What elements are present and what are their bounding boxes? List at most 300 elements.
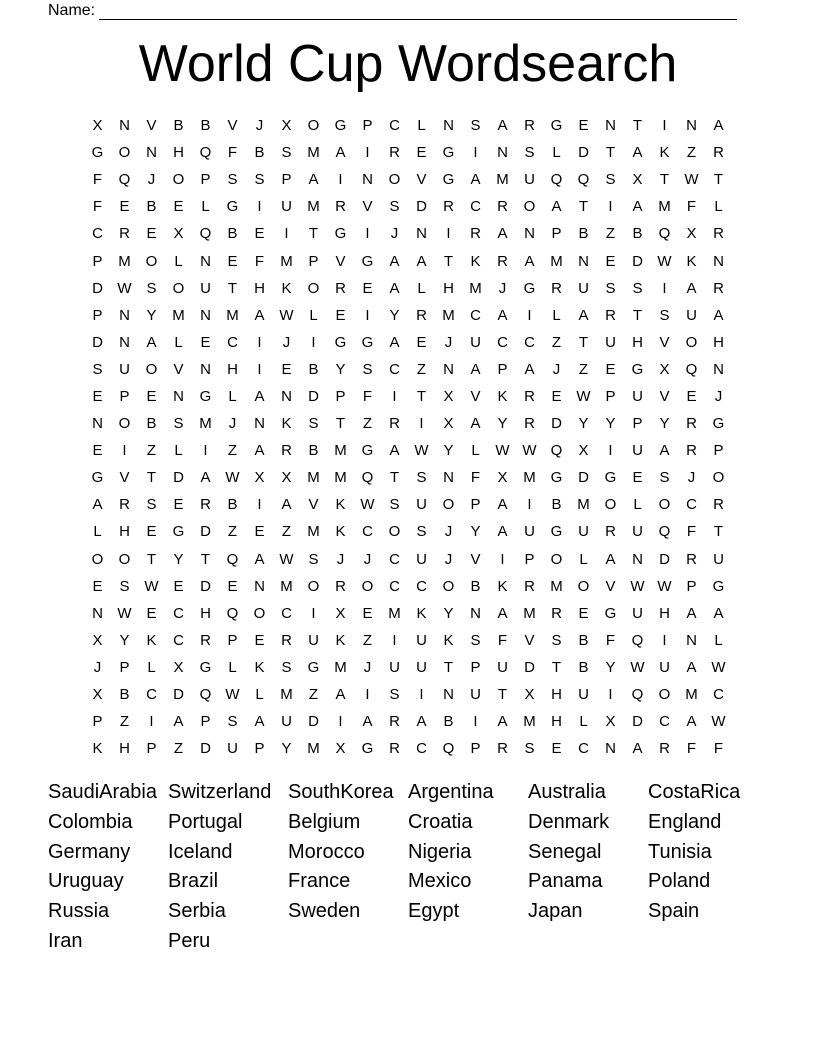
grid-letter[interactable]: G bbox=[604, 604, 617, 622]
grid-letter[interactable]: O bbox=[577, 577, 590, 595]
grid-letter[interactable]: C bbox=[416, 740, 427, 758]
name-blank-field[interactable] bbox=[99, 3, 737, 20]
grid-letter[interactable]: W bbox=[360, 496, 375, 514]
grid-letter[interactable]: G bbox=[550, 117, 563, 135]
grid-letter[interactable]: G bbox=[361, 252, 374, 270]
grid-letter[interactable]: S bbox=[173, 415, 184, 433]
grid-letter[interactable]: S bbox=[470, 631, 481, 649]
grid-letter[interactable]: L bbox=[174, 442, 183, 460]
grid-letter[interactable]: L bbox=[255, 686, 264, 704]
grid-letter[interactable]: Q bbox=[577, 171, 590, 189]
grid-letter[interactable]: D bbox=[632, 252, 643, 270]
grid-letter[interactable]: I bbox=[419, 686, 424, 704]
grid-letter[interactable]: S bbox=[308, 415, 319, 433]
grid-letter[interactable]: I bbox=[365, 144, 370, 162]
grid-letter[interactable]: M bbox=[307, 144, 320, 162]
grid-letter[interactable]: P bbox=[119, 658, 130, 676]
grid-letter[interactable]: G bbox=[226, 198, 239, 216]
grid-letter[interactable]: A bbox=[551, 198, 562, 216]
grid-letter[interactable]: J bbox=[147, 171, 156, 189]
grid-letter[interactable]: U bbox=[470, 686, 481, 704]
grid-letter[interactable]: U bbox=[632, 442, 643, 460]
grid-letter[interactable]: Q bbox=[199, 225, 212, 243]
grid-letter[interactable]: L bbox=[417, 117, 426, 135]
grid-letter[interactable]: C bbox=[659, 713, 670, 731]
grid-letter[interactable]: R bbox=[713, 279, 724, 297]
grid-letter[interactable]: C bbox=[173, 604, 184, 622]
grid-letter[interactable]: X bbox=[605, 713, 616, 731]
grid-letter[interactable]: U bbox=[578, 686, 589, 704]
grid-letter[interactable]: W bbox=[279, 306, 294, 324]
grid-letter[interactable]: Q bbox=[631, 631, 644, 649]
grid-letter[interactable]: D bbox=[578, 144, 589, 162]
grid-letter[interactable]: M bbox=[334, 469, 347, 487]
grid-letter[interactable]: A bbox=[524, 252, 535, 270]
grid-letter[interactable]: A bbox=[578, 306, 589, 324]
grid-letter[interactable]: O bbox=[361, 577, 374, 595]
grid-letter[interactable]: Q bbox=[550, 171, 563, 189]
grid-letter[interactable]: M bbox=[226, 306, 239, 324]
grid-letter[interactable]: O bbox=[172, 171, 185, 189]
grid-letter[interactable]: T bbox=[605, 144, 616, 162]
grid-letter[interactable]: Y bbox=[470, 523, 481, 541]
grid-letter[interactable]: L bbox=[417, 279, 426, 297]
grid-letter[interactable]: A bbox=[281, 496, 292, 514]
grid-letter[interactable]: Y bbox=[173, 550, 184, 568]
grid-letter[interactable]: N bbox=[416, 225, 427, 243]
grid-letter[interactable]: E bbox=[578, 117, 589, 135]
grid-letter[interactable]: S bbox=[119, 577, 130, 595]
grid-letter[interactable]: E bbox=[632, 469, 643, 487]
grid-letter[interactable]: I bbox=[311, 604, 316, 622]
grid-letter[interactable]: V bbox=[470, 550, 481, 568]
grid-letter[interactable]: N bbox=[173, 387, 184, 405]
grid-letter[interactable]: E bbox=[551, 387, 562, 405]
grid-letter[interactable]: S bbox=[605, 171, 616, 189]
grid-letter[interactable]: S bbox=[281, 144, 292, 162]
grid-letter[interactable]: J bbox=[363, 658, 372, 676]
grid-letter[interactable]: J bbox=[255, 117, 264, 135]
grid-letter[interactable]: Z bbox=[362, 631, 373, 649]
grid-letter[interactable]: K bbox=[335, 523, 346, 541]
grid-letter[interactable]: A bbox=[173, 713, 184, 731]
grid-letter[interactable]: O bbox=[658, 496, 671, 514]
grid-letter[interactable]: F bbox=[605, 631, 616, 649]
grid-letter[interactable]: D bbox=[200, 740, 211, 758]
grid-letter[interactable]: T bbox=[146, 469, 157, 487]
grid-letter[interactable]: B bbox=[173, 117, 184, 135]
grid-letter[interactable]: P bbox=[146, 740, 157, 758]
grid-letter[interactable]: A bbox=[497, 225, 508, 243]
grid-letter[interactable]: N bbox=[443, 117, 454, 135]
grid-letter[interactable]: L bbox=[552, 306, 561, 324]
grid-letter[interactable]: N bbox=[632, 550, 643, 568]
grid-letter[interactable]: H bbox=[254, 279, 265, 297]
grid-letter[interactable]: N bbox=[443, 686, 454, 704]
grid-letter[interactable]: N bbox=[497, 144, 508, 162]
grid-letter[interactable]: C bbox=[713, 686, 724, 704]
grid-letter[interactable]: A bbox=[389, 333, 400, 351]
grid-letter[interactable]: B bbox=[146, 415, 157, 433]
grid-letter[interactable]: Z bbox=[578, 360, 589, 378]
grid-letter[interactable]: W bbox=[279, 550, 294, 568]
grid-letter[interactable]: M bbox=[577, 496, 590, 514]
grid-letter[interactable]: B bbox=[443, 713, 454, 731]
grid-letter[interactable]: R bbox=[443, 198, 454, 216]
grid-letter[interactable]: C bbox=[524, 333, 535, 351]
grid-letter[interactable]: L bbox=[579, 550, 588, 568]
grid-letter[interactable]: S bbox=[470, 117, 481, 135]
grid-letter[interactable]: B bbox=[119, 686, 130, 704]
grid-letter[interactable]: L bbox=[552, 144, 561, 162]
grid-letter[interactable]: I bbox=[500, 550, 505, 568]
grid-letter[interactable]: R bbox=[335, 279, 346, 297]
grid-letter[interactable]: D bbox=[524, 658, 535, 676]
grid-letter[interactable]: G bbox=[307, 658, 320, 676]
grid-letter[interactable]: T bbox=[659, 171, 670, 189]
grid-letter[interactable]: R bbox=[497, 740, 508, 758]
grid-letter[interactable]: E bbox=[335, 306, 346, 324]
grid-letter[interactable]: V bbox=[227, 117, 238, 135]
grid-letter[interactable]: E bbox=[605, 252, 616, 270]
grid-letter[interactable]: G bbox=[334, 333, 347, 351]
grid-letter[interactable]: A bbox=[200, 469, 211, 487]
grid-letter[interactable]: C bbox=[362, 523, 373, 541]
grid-letter[interactable]: W bbox=[414, 442, 429, 460]
grid-letter[interactable]: U bbox=[281, 198, 292, 216]
grid-letter[interactable]: D bbox=[92, 333, 103, 351]
grid-letter[interactable]: A bbox=[497, 496, 508, 514]
grid-letter[interactable]: V bbox=[308, 496, 319, 514]
grid-letter[interactable]: N bbox=[254, 577, 265, 595]
grid-letter[interactable]: S bbox=[632, 279, 643, 297]
grid-letter[interactable]: S bbox=[92, 360, 103, 378]
grid-letter[interactable]: C bbox=[281, 604, 292, 622]
grid-letter[interactable]: R bbox=[497, 198, 508, 216]
grid-letter[interactable]: A bbox=[254, 713, 265, 731]
grid-letter[interactable]: R bbox=[389, 144, 400, 162]
grid-letter[interactable]: T bbox=[389, 469, 400, 487]
grid-letter[interactable]: A bbox=[362, 713, 373, 731]
grid-letter[interactable]: S bbox=[416, 469, 427, 487]
grid-letter[interactable]: P bbox=[254, 740, 265, 758]
grid-letter[interactable]: I bbox=[338, 171, 343, 189]
grid-letter[interactable]: I bbox=[365, 225, 370, 243]
grid-letter[interactable]: K bbox=[146, 631, 157, 649]
grid-letter[interactable]: O bbox=[712, 469, 725, 487]
grid-letter[interactable]: C bbox=[416, 577, 427, 595]
grid-letter[interactable]: B bbox=[308, 360, 319, 378]
grid-letter[interactable]: R bbox=[119, 225, 130, 243]
grid-letter[interactable]: B bbox=[254, 144, 265, 162]
grid-letter[interactable]: O bbox=[685, 333, 698, 351]
grid-letter[interactable]: W bbox=[495, 442, 510, 460]
grid-letter[interactable]: X bbox=[92, 117, 103, 135]
grid-letter[interactable]: S bbox=[227, 171, 238, 189]
grid-letter[interactable]: K bbox=[686, 252, 697, 270]
grid-letter[interactable]: M bbox=[523, 469, 536, 487]
grid-letter[interactable]: U bbox=[524, 523, 535, 541]
grid-letter[interactable]: H bbox=[551, 686, 562, 704]
grid-letter[interactable]: N bbox=[443, 360, 454, 378]
grid-letter[interactable]: W bbox=[225, 686, 240, 704]
grid-letter[interactable]: M bbox=[469, 279, 482, 297]
grid-letter[interactable]: W bbox=[144, 577, 159, 595]
grid-letter[interactable]: N bbox=[200, 252, 211, 270]
grid-letter[interactable]: R bbox=[281, 631, 292, 649]
grid-letter[interactable]: S bbox=[551, 631, 562, 649]
grid-letter[interactable]: P bbox=[524, 550, 535, 568]
grid-letter[interactable]: J bbox=[444, 523, 453, 541]
grid-letter[interactable]: O bbox=[118, 550, 131, 568]
grid-letter[interactable]: H bbox=[713, 333, 724, 351]
grid-letter[interactable]: I bbox=[662, 117, 667, 135]
grid-letter[interactable]: I bbox=[257, 496, 262, 514]
grid-letter[interactable]: C bbox=[389, 550, 400, 568]
grid-letter[interactable]: N bbox=[605, 740, 616, 758]
grid-letter[interactable]: C bbox=[578, 740, 589, 758]
grid-letter[interactable]: T bbox=[632, 306, 643, 324]
grid-letter[interactable]: L bbox=[93, 523, 102, 541]
grid-letter[interactable]: N bbox=[200, 306, 211, 324]
grid-letter[interactable]: A bbox=[389, 252, 400, 270]
grid-letter[interactable]: O bbox=[118, 144, 131, 162]
grid-letter[interactable]: L bbox=[714, 198, 723, 216]
grid-letter[interactable]: R bbox=[686, 442, 697, 460]
grid-letter[interactable]: Y bbox=[389, 306, 400, 324]
grid-letter[interactable]: N bbox=[92, 415, 103, 433]
grid-letter[interactable]: M bbox=[658, 198, 671, 216]
grid-letter[interactable]: Z bbox=[605, 225, 616, 243]
grid-letter[interactable]: D bbox=[659, 550, 670, 568]
grid-letter[interactable]: Q bbox=[550, 442, 563, 460]
grid-letter[interactable]: A bbox=[470, 415, 481, 433]
grid-letter[interactable]: Q bbox=[685, 360, 698, 378]
grid-letter[interactable]: X bbox=[686, 225, 697, 243]
grid-letter[interactable]: G bbox=[712, 415, 725, 433]
grid-letter[interactable]: S bbox=[146, 496, 157, 514]
grid-letter[interactable]: U bbox=[416, 658, 427, 676]
grid-letter[interactable]: A bbox=[659, 442, 670, 460]
grid-letter[interactable]: X bbox=[281, 117, 292, 135]
grid-letter[interactable]: P bbox=[200, 713, 211, 731]
grid-letter[interactable]: L bbox=[201, 198, 210, 216]
grid-letter[interactable]: S bbox=[281, 658, 292, 676]
grid-letter[interactable]: N bbox=[281, 387, 292, 405]
grid-letter[interactable]: W bbox=[684, 171, 699, 189]
grid-letter[interactable]: N bbox=[686, 631, 697, 649]
grid-letter[interactable]: O bbox=[604, 496, 617, 514]
grid-letter[interactable]: I bbox=[662, 631, 667, 649]
grid-letter[interactable]: R bbox=[524, 577, 535, 595]
grid-letter[interactable]: F bbox=[470, 469, 481, 487]
grid-letter[interactable]: A bbox=[416, 252, 427, 270]
grid-letter[interactable]: V bbox=[146, 117, 157, 135]
grid-letter[interactable]: O bbox=[307, 117, 320, 135]
grid-letter[interactable]: V bbox=[173, 360, 184, 378]
grid-letter[interactable]: R bbox=[200, 631, 211, 649]
grid-letter[interactable]: R bbox=[524, 415, 535, 433]
grid-letter[interactable]: D bbox=[551, 415, 562, 433]
grid-letter[interactable]: X bbox=[92, 631, 103, 649]
grid-letter[interactable]: Y bbox=[605, 415, 616, 433]
grid-letter[interactable]: A bbox=[389, 279, 400, 297]
grid-letter[interactable]: M bbox=[280, 252, 293, 270]
grid-letter[interactable]: I bbox=[311, 333, 316, 351]
grid-letter[interactable]: J bbox=[282, 333, 291, 351]
grid-letter[interactable]: I bbox=[473, 713, 478, 731]
grid-letter[interactable]: X bbox=[497, 469, 508, 487]
grid-letter[interactable]: K bbox=[443, 631, 454, 649]
grid-letter[interactable]: Y bbox=[443, 604, 454, 622]
grid-letter[interactable]: A bbox=[470, 360, 481, 378]
grid-letter[interactable]: V bbox=[659, 387, 670, 405]
grid-letter[interactable]: N bbox=[92, 604, 103, 622]
grid-letter[interactable]: E bbox=[254, 631, 265, 649]
grid-letter[interactable]: U bbox=[416, 496, 427, 514]
grid-letter[interactable]: M bbox=[442, 306, 455, 324]
grid-letter[interactable]: V bbox=[605, 577, 616, 595]
grid-letter[interactable]: S bbox=[524, 144, 535, 162]
grid-letter[interactable]: I bbox=[392, 631, 397, 649]
grid-letter[interactable]: R bbox=[551, 604, 562, 622]
grid-letter[interactable]: P bbox=[92, 306, 103, 324]
grid-letter[interactable]: H bbox=[119, 523, 130, 541]
grid-letter[interactable]: S bbox=[308, 550, 319, 568]
grid-letter[interactable]: L bbox=[174, 252, 183, 270]
grid-letter[interactable]: P bbox=[92, 252, 103, 270]
grid-letter[interactable]: C bbox=[227, 333, 238, 351]
grid-letter[interactable]: I bbox=[122, 442, 127, 460]
grid-letter[interactable]: U bbox=[308, 631, 319, 649]
grid-letter[interactable]: S bbox=[524, 740, 535, 758]
grid-letter[interactable]: O bbox=[388, 171, 401, 189]
grid-letter[interactable]: I bbox=[365, 306, 370, 324]
grid-letter[interactable]: W bbox=[117, 604, 132, 622]
grid-letter[interactable]: M bbox=[172, 306, 185, 324]
grid-letter[interactable]: Q bbox=[658, 225, 671, 243]
grid-letter[interactable]: E bbox=[605, 360, 616, 378]
grid-letter[interactable]: U bbox=[524, 171, 535, 189]
grid-letter[interactable]: T bbox=[227, 279, 238, 297]
grid-letter[interactable]: P bbox=[227, 631, 238, 649]
grid-letter[interactable]: P bbox=[308, 252, 319, 270]
grid-letter[interactable]: R bbox=[335, 198, 346, 216]
grid-letter[interactable]: R bbox=[389, 415, 400, 433]
grid-letter[interactable]: F bbox=[362, 387, 373, 405]
grid-letter[interactable]: R bbox=[497, 252, 508, 270]
grid-letter[interactable]: H bbox=[173, 144, 184, 162]
grid-letter[interactable]: H bbox=[200, 604, 211, 622]
grid-letter[interactable]: U bbox=[281, 713, 292, 731]
grid-letter[interactable]: W bbox=[630, 658, 645, 676]
grid-letter[interactable]: J bbox=[444, 550, 453, 568]
grid-letter[interactable]: Z bbox=[308, 686, 319, 704]
grid-letter[interactable]: Z bbox=[227, 523, 238, 541]
grid-letter[interactable]: Q bbox=[226, 604, 239, 622]
grid-letter[interactable]: U bbox=[200, 279, 211, 297]
grid-letter[interactable]: E bbox=[146, 523, 157, 541]
grid-letter[interactable]: M bbox=[334, 658, 347, 676]
grid-letter[interactable]: A bbox=[92, 496, 103, 514]
grid-letter[interactable]: C bbox=[470, 306, 481, 324]
grid-letter[interactable]: Z bbox=[416, 360, 427, 378]
grid-letter[interactable]: V bbox=[659, 333, 670, 351]
grid-letter[interactable]: V bbox=[335, 252, 346, 270]
grid-letter[interactable]: K bbox=[470, 252, 481, 270]
grid-letter[interactable]: P bbox=[686, 577, 697, 595]
grid-letter[interactable]: M bbox=[496, 171, 509, 189]
grid-letter[interactable]: A bbox=[335, 686, 346, 704]
grid-letter[interactable]: A bbox=[497, 523, 508, 541]
grid-letter[interactable]: L bbox=[579, 713, 588, 731]
grid-letter[interactable]: M bbox=[118, 252, 131, 270]
grid-letter[interactable]: E bbox=[146, 225, 157, 243]
grid-letter[interactable]: U bbox=[632, 523, 643, 541]
grid-letter[interactable]: O bbox=[388, 523, 401, 541]
grid-letter[interactable]: A bbox=[497, 306, 508, 324]
grid-letter[interactable]: X bbox=[254, 469, 265, 487]
grid-letter[interactable]: D bbox=[200, 523, 211, 541]
grid-letter[interactable]: M bbox=[307, 469, 320, 487]
grid-letter[interactable]: L bbox=[633, 496, 642, 514]
grid-letter[interactable]: K bbox=[254, 658, 265, 676]
grid-letter[interactable]: H bbox=[119, 740, 130, 758]
grid-letter[interactable]: R bbox=[524, 117, 535, 135]
grid-letter[interactable]: O bbox=[442, 577, 455, 595]
grid-letter[interactable]: E bbox=[686, 387, 697, 405]
grid-letter[interactable]: M bbox=[307, 740, 320, 758]
grid-letter[interactable]: J bbox=[714, 387, 723, 405]
grid-letter[interactable]: G bbox=[334, 117, 347, 135]
grid-letter[interactable]: A bbox=[254, 306, 265, 324]
grid-letter[interactable]: J bbox=[336, 550, 345, 568]
grid-letter[interactable]: F bbox=[254, 252, 265, 270]
grid-letter[interactable]: A bbox=[713, 117, 724, 135]
grid-letter[interactable]: A bbox=[686, 658, 697, 676]
grid-letter[interactable]: O bbox=[658, 686, 671, 704]
grid-letter[interactable]: A bbox=[524, 360, 535, 378]
grid-letter[interactable]: I bbox=[338, 713, 343, 731]
grid-letter[interactable]: B bbox=[227, 225, 238, 243]
grid-letter[interactable]: B bbox=[578, 631, 589, 649]
grid-letter[interactable]: U bbox=[686, 306, 697, 324]
grid-letter[interactable]: A bbox=[389, 442, 400, 460]
grid-letter[interactable]: G bbox=[442, 144, 455, 162]
grid-letter[interactable]: E bbox=[173, 198, 184, 216]
grid-letter[interactable]: G bbox=[523, 279, 536, 297]
grid-letter[interactable]: A bbox=[686, 279, 697, 297]
grid-letter[interactable]: F bbox=[497, 631, 508, 649]
grid-letter[interactable]: L bbox=[471, 442, 480, 460]
grid-letter[interactable]: Q bbox=[199, 144, 212, 162]
grid-letter[interactable]: T bbox=[551, 658, 562, 676]
grid-letter[interactable]: M bbox=[388, 604, 401, 622]
grid-letter[interactable]: Y bbox=[497, 415, 508, 433]
grid-letter[interactable]: Z bbox=[173, 740, 184, 758]
grid-letter[interactable]: A bbox=[146, 333, 157, 351]
grid-letter[interactable]: U bbox=[497, 658, 508, 676]
grid-letter[interactable]: N bbox=[254, 415, 265, 433]
grid-letter[interactable]: D bbox=[173, 469, 184, 487]
grid-letter[interactable]: R bbox=[551, 279, 562, 297]
grid-letter[interactable]: E bbox=[362, 604, 373, 622]
grid-letter[interactable]: A bbox=[686, 604, 697, 622]
grid-letter[interactable]: T bbox=[632, 117, 643, 135]
grid-letter[interactable]: X bbox=[335, 740, 346, 758]
grid-letter[interactable]: G bbox=[334, 225, 347, 243]
grid-letter[interactable]: G bbox=[199, 387, 212, 405]
